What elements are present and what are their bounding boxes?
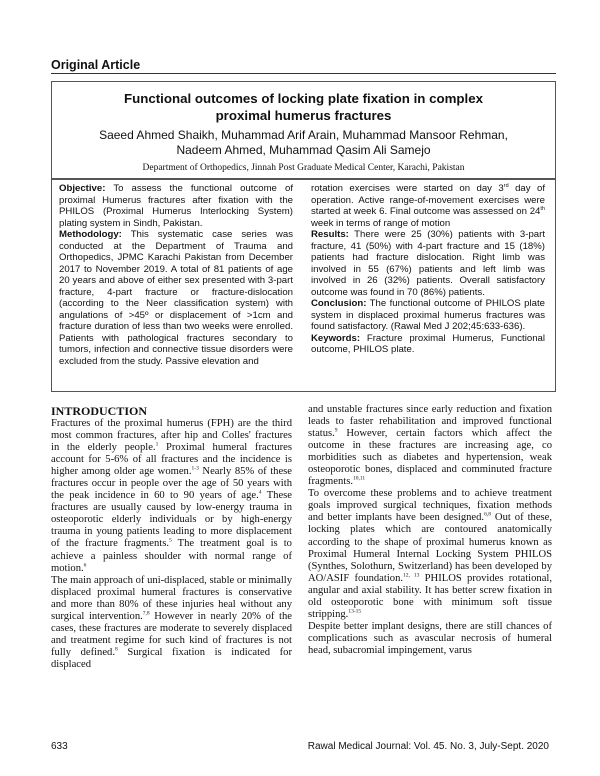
methodology-label: Methodology: [59,229,122,240]
citation: 8 [115,646,118,653]
abstract-methodology-continued [311,183,545,229]
text-run: PHILOS provides rotational, angular and axial stability. It has better screw fixation in old osteoporotic bone with minimum soft tissue stripping. [308,572,553,620]
abstract-conclusion [311,298,545,333]
text-run: To overcome these problems and to achieve treatment goals improved surgical techniques, fixation methods and better implants have been designed. [308,488,552,524]
methodology-cont-text-b: day of operation. Active range-of-movement exercises were started at week 6. Final outcome was assessed on 24 [311,183,545,217]
results-text: There were 25 (30%) patients with 3-part fracture, 41 (50%) with 4-part fracture and 15 (18%) patients had fracture dislocation. Right limb was involved in 55 (67%) patients and left limb was involved in 26 (32%) patients. Overall satisfactory outcome was found in 70 (86%) patients. [311,229,545,298]
text-run: The treatment goal is to achieve a painless shoulder with normal range of motion. [51,538,292,574]
methodology-cont-text-c: week in terms of range of motion [311,217,451,229]
abstract-right-column [311,183,545,356]
objective-text: To assess the functional outcome of proximal Humerus fractures after fixation with the PHILOS (Proximal Humerus Interlocking System) plating system in Sindh, Pakistan. [59,183,293,229]
intro-paragraph-3 [308,404,552,488]
intro-paragraph-5: Despite better implant designs, there are still chances of complications such as avascular necrosis of humeral head, subacromial impingement, varus [308,620,552,656]
title-box [51,81,556,179]
text-run: Out of these, locking plates which are contoured anatomically according to the shape of proximal humerus known as Proximal Humeral Internal Locking System PHILOS (Synthes, Solothurn, Switzerland) has been developed by AO/ASIF foundation. [308,512,553,584]
citation: 6 [83,562,87,569]
keywords-label: Keywords: [311,332,361,344]
citation: 10,11 [353,475,366,482]
citation: 5 [168,537,172,544]
abstract-keywords [311,333,545,356]
text-run: Surgical fixation is indicated for displaced [51,646,292,670]
methodology-cont-text-a: rotation exercises were started on day 3 [311,183,504,194]
title-line-2: proximal humerus fractures [215,108,392,123]
results-label: Results: [311,229,349,240]
authors-line-1: Saeed Ahmed Shaikh, Muhammad Arif Arain, Muhammad Mansoor Rehman, [99,128,508,142]
abstract-results [311,229,545,298]
body-right-column [308,404,552,657]
title-line-1: Functional outcomes of locking plate fixation in complex [123,91,484,106]
superscript: th [540,205,545,212]
text-run: These fractures are usually caused by low-energy trauma in osteoporotic elderly individuals or by high-energy trauma in young patients leading to more displacement of the fracture fragments. [51,490,292,550]
affiliation: Department of Orthopedics, Jinnah Post Graduate Medical Center, Karachi, Pakistan [142,163,465,173]
intro-paragraph-4 [308,488,552,621]
article-type-label: Original Article [51,58,141,72]
keywords-text: Fracture proximal Humerus, Functional outcome, PHILOS plate. [311,332,545,355]
body-left-column [51,404,292,671]
journal-footer: Rawal Medical Journal: Vol. 45. No. 3, July-Sept. 2020 [307,741,549,752]
abstract-methodology [59,229,293,367]
objective-label: Objective: [59,183,106,194]
text-run: However, certain factors which affect the outcome in these fractures are increasing age, co morbidities such as diabetes and hypertension, weak osteoporotic bones, displaced and comminuted fracture fragments. [308,428,552,488]
citation: 13-15 [348,608,362,615]
superscript: rd [503,182,509,189]
conclusion-label: Conclusion: [311,298,367,309]
text-run: The main approach of uni-displaced, stable or minimally displaced proximal humeral fractures is conservative and more than 80% of these injuries heal without any surgical intervention. [51,574,292,622]
citation: 1-3 [191,465,199,472]
text-run: Proximal humeral fractures account for 5-6% of all fractures and the incidence is higher among older age women. [51,442,292,478]
conclusion-text: The functional outcome of PHILOS plate system in displaced proximal humerus fractures was found satisfactory. (Rawal Med J 202;45:633-636). [311,298,545,332]
text-run: However in nearly 20% of the cases, these fractures are moderate to severely displaced and treatment regime for such kind of fractures is not fully defined. [51,610,292,658]
author-list [52,128,555,158]
citation: 6,8 [484,511,491,518]
intro-paragraph-2 [51,575,292,671]
abstract-box [51,179,556,392]
authors-line-2: Nadeem Ahmed, Muhammad Qasim Ali Samejo [176,143,431,157]
abstract-left-column [59,183,293,367]
text-run: Nearly 85% of these fractures occur in people over the age of 50 years with the peak incidence in 60 to 90 years of age. [51,466,292,502]
methodology-text: This systematic case series was conducted at the Department of Trauma and Orthopedics, JPMC Karachi Pakistan from December 2017 to November 2019. A total of 81 patients of age 20 years and above of either sex presented with 3-part fracture, 4-part fracture or fracture-dislocation (according to the Neer classification system) with angulations of >45º or displacement of >1cm and fracture duration of less than two weeks were enrolled. Patients with pathological fractures secondary to tumors, infection and connective tissue disorders were excluded from the study. Passive elevation and [59,229,293,367]
citation: 7,8 [142,610,150,617]
page-number: 633 [51,741,68,752]
citation: 4 [258,489,262,496]
citation: 12, 13 [403,572,420,579]
header-rule [51,73,556,74]
section-heading-introduction: INTRODUCTION [51,404,148,418]
abstract-objective [59,183,293,229]
intro-paragraph-1 [51,418,292,575]
citation: 9 [334,427,338,434]
citation: 1 [155,441,159,448]
article-title [52,90,555,124]
text-run: Fractures of the proximal humerus (FPH) are the third most common fractures, after hip and Colles' fractures in the elderly people. [51,418,292,454]
text-run: and unstable fractures since early reduction and fixation leads to faster rehabilitation and improved functional status. [308,404,552,440]
